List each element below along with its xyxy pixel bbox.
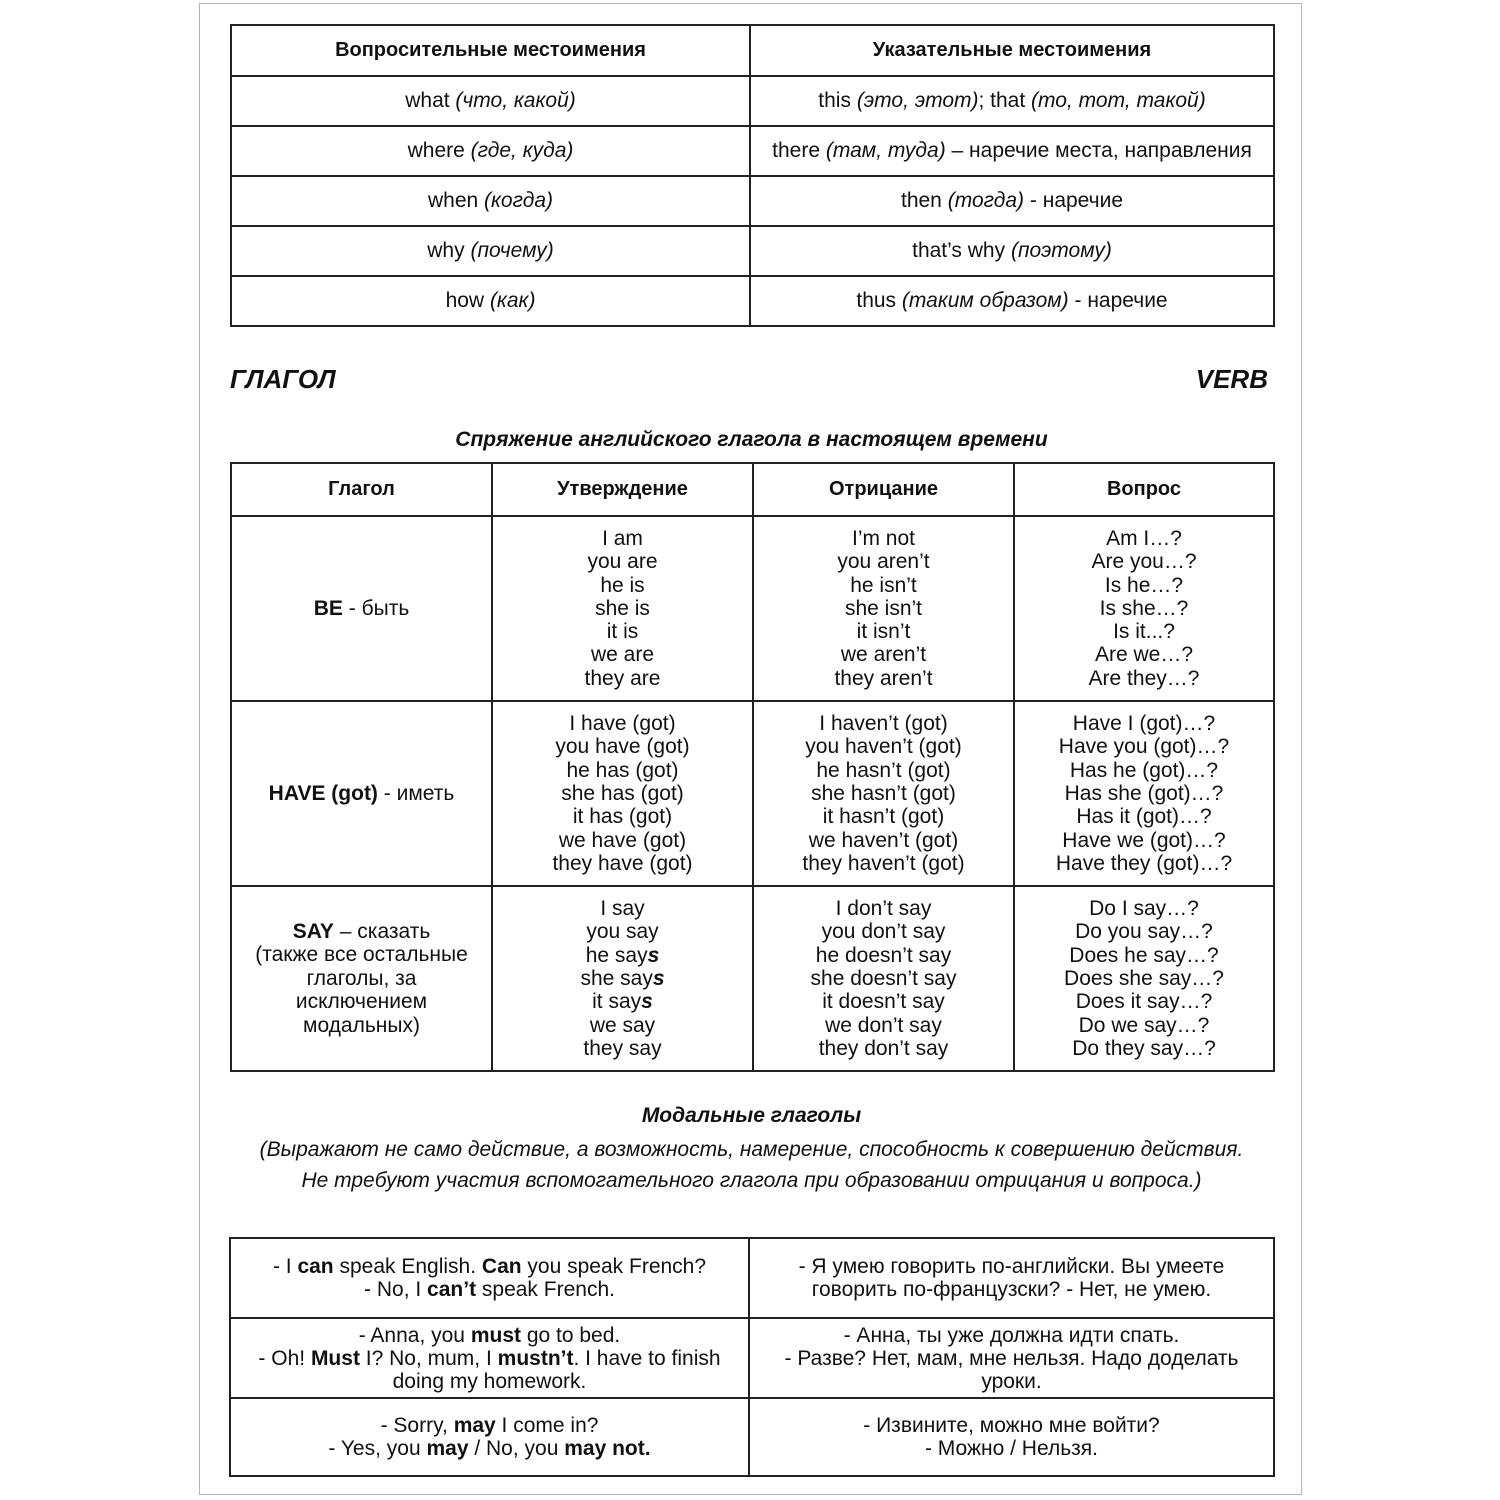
form-line: I say <box>600 897 645 921</box>
verb-cell <box>231 886 492 1071</box>
neg-forms <box>753 701 1014 886</box>
modal-title: Модальные глаголы <box>641 1104 862 1127</box>
pronoun-translation: (поэтому) <box>1010 239 1112 262</box>
example-text: doing my homework. <box>392 1369 587 1393</box>
form-line: I am <box>602 527 643 550</box>
pronoun-word: that’s why <box>912 239 1006 262</box>
form-line: it is <box>606 620 639 644</box>
ending-s: s <box>652 967 665 991</box>
verb-meaning: - быть <box>348 596 410 620</box>
pronoun-translation: (что, какой) <box>455 89 576 112</box>
modal-verb: must <box>470 1323 521 1347</box>
pronoun-word: then <box>900 189 942 212</box>
section-title-ru: ГЛАГОЛ <box>230 364 336 394</box>
pronoun-word: where <box>407 139 465 162</box>
example-text: - No, I <box>364 1278 428 1301</box>
modal-verbs-table <box>229 1237 1275 1477</box>
example-text: speak English. <box>333 1255 482 1278</box>
form-line: we aren’t <box>840 643 927 667</box>
verb-cell <box>231 701 492 886</box>
form-line: they have (got) <box>552 851 693 875</box>
form-line: Does it say…? <box>1075 990 1213 1014</box>
verb-note-line: исключением <box>295 990 428 1014</box>
example-text: - Oh! <box>258 1346 311 1370</box>
pronoun-note: - наречие <box>1029 189 1124 212</box>
form-line: they are <box>584 666 661 690</box>
translation-line: - Можно / Нельзя. <box>924 1437 1098 1460</box>
example-text: go to bed. <box>521 1323 621 1347</box>
header-verb: Глагол <box>231 463 492 516</box>
form-line: you have (got) <box>555 735 690 759</box>
pronoun-translation: (там, туда) <box>825 139 946 162</box>
form-line: Do they say…? <box>1072 1036 1216 1060</box>
form-line: you say <box>586 920 659 944</box>
form-line: I don’t say <box>835 897 932 921</box>
form-line: he hasn’t (got) <box>816 758 951 782</box>
quest-forms <box>1014 886 1274 1071</box>
form-line: Are you…? <box>1091 550 1197 574</box>
form-line: they aren’t <box>834 666 933 690</box>
form-line: I haven’t (got) <box>819 712 948 736</box>
modal-verb: may <box>426 1437 469 1460</box>
form-line: Is he…? <box>1104 573 1184 597</box>
form-line: Has she (got)…? <box>1064 781 1224 805</box>
example-text: / No, you <box>468 1437 565 1460</box>
form-line: we are <box>590 643 655 667</box>
pronoun-translation: (когда) <box>484 189 554 212</box>
form-line: she is <box>595 596 650 620</box>
pronoun-word: why <box>427 239 465 262</box>
pronoun-translation: (тогда) <box>947 189 1025 212</box>
modal-example-en <box>230 1398 749 1476</box>
verb-name: HAVE (got) <box>268 781 378 805</box>
table-row <box>231 126 1274 176</box>
modal-example-en <box>230 1318 749 1398</box>
form-line: they haven’t (got) <box>802 851 965 875</box>
example-text: speak French. <box>476 1278 615 1301</box>
form-line: Do we say…? <box>1078 1013 1210 1037</box>
demonstrative-cell <box>750 176 1274 226</box>
form-line: he says <box>585 943 660 967</box>
modal-verb: mustn’t <box>497 1346 574 1370</box>
form-line: Has he (got)…? <box>1069 758 1219 782</box>
example-line <box>239 1324 740 1347</box>
pronoun-word: what <box>405 89 450 112</box>
verb-heading <box>238 920 485 944</box>
ending-s: s <box>647 943 660 967</box>
form-line: it has (got) <box>572 805 673 829</box>
example-text: - Sorry, <box>380 1414 454 1437</box>
affirm-forms <box>492 701 753 886</box>
verb-note-line: модальных) <box>303 1013 420 1037</box>
form-line: Are they…? <box>1088 666 1200 690</box>
form-line: we say <box>589 1013 656 1037</box>
form-line: Does he say…? <box>1069 943 1219 967</box>
example-line <box>239 1370 740 1393</box>
pronoun-translation: (то, тот, такой) <box>1031 89 1206 112</box>
interrogative-cell <box>231 276 750 326</box>
example-line <box>239 1278 740 1301</box>
form-line: it hasn’t (got) <box>822 805 945 829</box>
table-row <box>231 76 1274 126</box>
example-text: - Yes, you <box>328 1437 427 1460</box>
form-line: you are <box>587 550 658 574</box>
modal-verb: Can <box>481 1255 522 1278</box>
pronoun-word: how <box>445 289 485 312</box>
form-line: you aren’t <box>837 550 930 574</box>
affirm-forms <box>492 516 753 701</box>
form-line: Have you (got)…? <box>1058 735 1230 759</box>
header-question: Вопрос <box>1014 463 1274 516</box>
demonstrative-cell <box>750 226 1274 276</box>
form-line: we have (got) <box>558 828 687 852</box>
verb-row-say <box>231 886 1274 1071</box>
example-line <box>239 1414 740 1437</box>
form-line: it isn’t <box>856 620 911 644</box>
header-negative: Отрицание <box>753 463 1014 516</box>
verb-name: SAY <box>292 919 334 943</box>
form-line: it says <box>592 990 653 1014</box>
form-line: Have we (got)…? <box>1062 828 1226 852</box>
example-text: - Anna, you <box>358 1323 471 1347</box>
form-line: they don’t say <box>818 1036 949 1060</box>
table-row <box>231 226 1274 276</box>
verb-meaning: - иметь <box>383 781 455 805</box>
form-line: he has (got) <box>566 758 679 782</box>
interrogative-cell <box>231 126 750 176</box>
verb-row-have <box>231 701 1274 886</box>
pronoun-translation: (как) <box>489 289 536 312</box>
form-line: Are we…? <box>1094 643 1194 667</box>
pronoun-translation: (где, куда) <box>470 139 574 162</box>
form-line: you haven’t (got) <box>805 735 962 759</box>
translation-line: говорить по-французски? - Нет, не умею. <box>811 1278 1212 1301</box>
neg-forms <box>753 886 1014 1071</box>
form-line: Has it (got)…? <box>1076 805 1212 829</box>
form-line: she isn’t <box>844 596 923 620</box>
pronoun-note: - наречие <box>1074 289 1168 312</box>
modal-verb: may not. <box>564 1437 651 1460</box>
modal-description-line: (Выражают не само действие, а возможность, намерение, способность к совершению действия. <box>259 1138 1244 1161</box>
form-line: Do I say…? <box>1089 897 1199 921</box>
form-line: we don’t say <box>825 1013 942 1037</box>
example-text: you speak French? <box>521 1255 707 1278</box>
form-line: it doesn’t say <box>822 990 945 1014</box>
pronoun-word: there <box>772 139 821 162</box>
neg-forms <box>753 516 1014 701</box>
modal-verb: can <box>297 1255 334 1278</box>
pronoun-word: thus <box>856 289 897 312</box>
quest-forms <box>1014 701 1274 886</box>
verb-name: BE <box>313 596 343 620</box>
ending-s: s <box>641 990 653 1014</box>
pronoun-word: when <box>427 189 479 212</box>
example-text: I come in? <box>495 1414 599 1437</box>
translation-line: - Я умею говорить по-английски. Вы умеете <box>798 1255 1225 1278</box>
form-line: she doesn’t say <box>810 967 957 991</box>
verb-note-line: глаголы, за <box>306 966 417 990</box>
form-line: Is she…? <box>1099 596 1189 620</box>
form-line: they say <box>583 1036 662 1060</box>
form-line: Am I…? <box>1106 527 1182 550</box>
form-line: Does she say…? <box>1064 967 1224 991</box>
example-line <box>239 1437 740 1460</box>
pronoun-word: this <box>818 89 851 112</box>
example-line <box>239 1347 740 1370</box>
form-line: Have I (got)…? <box>1072 712 1216 736</box>
section-title-en: VERB <box>1195 364 1268 394</box>
conjugation-table <box>230 462 1275 1072</box>
modal-verb: may <box>453 1414 496 1437</box>
form-line: he isn’t <box>850 573 917 597</box>
pronoun-translation: (почему) <box>470 239 554 262</box>
table-row <box>231 176 1274 226</box>
modal-example-ru <box>749 1238 1274 1318</box>
form-line: she says <box>580 967 665 991</box>
verb-heading <box>238 782 485 806</box>
form-line: we haven’t (got) <box>808 828 959 852</box>
form-line: Do you say…? <box>1075 920 1213 944</box>
modal-example-en <box>230 1238 749 1318</box>
pronoun-word: ; that <box>978 89 1026 112</box>
quest-forms <box>1014 516 1274 701</box>
conjugation-caption: Спряжение английского глагола в настоящем времени <box>455 428 1048 451</box>
modal-verb: Must <box>310 1346 360 1370</box>
table-row <box>231 276 1274 326</box>
form-line: I’m not <box>851 527 916 550</box>
translation-line: - Анна, ты уже должна идти спать. <box>843 1323 1180 1347</box>
form-line: Is it...? <box>1113 620 1175 644</box>
modal-row <box>230 1398 1274 1476</box>
demonstrative-cell <box>750 76 1274 126</box>
modal-example-ru <box>749 1398 1274 1476</box>
header-interrogative: Вопросительные местоимения <box>231 25 750 76</box>
example-line <box>239 1255 740 1278</box>
form-line: you don’t say <box>821 920 946 944</box>
translation-line: - Извините, можно мне войти? <box>863 1414 1160 1437</box>
affirm-forms <box>492 886 753 1071</box>
form-line: she hasn’t (got) <box>811 781 956 805</box>
translation-line: - Разве? Нет, мам, мне нельзя. Надо доделать уроки. <box>784 1346 1239 1393</box>
verb-meaning: – сказать <box>339 919 431 943</box>
form-line: I have (got) <box>569 712 676 736</box>
verb-note-line: (также все остальные <box>255 943 468 967</box>
form-line: he doesn’t say <box>815 943 952 967</box>
modal-description <box>230 1134 1273 1196</box>
modal-description-line: Не требуют участия вспомогательного глагола при образовании отрицания и вопроса.) <box>301 1169 1202 1192</box>
interrogative-cell <box>231 176 750 226</box>
example-text: . I have to finish <box>573 1346 721 1370</box>
demonstrative-cell <box>750 126 1274 176</box>
demonstrative-cell <box>750 276 1274 326</box>
modal-row <box>230 1238 1274 1318</box>
example-text: I? No, mum, I <box>359 1346 498 1370</box>
example-text: - I <box>272 1255 298 1278</box>
verb-row-be <box>231 516 1274 701</box>
pronoun-note: – наречие места, направления <box>951 139 1252 162</box>
header-affirmative: Утверждение <box>492 463 753 516</box>
header-demonstrative: Указательные местоимения <box>750 25 1274 76</box>
verb-heading <box>238 597 485 621</box>
interrogative-cell <box>231 76 750 126</box>
modal-verb: can’t <box>427 1278 477 1301</box>
pronouns-table <box>230 24 1275 327</box>
pronoun-translation: (это, этот) <box>856 89 979 112</box>
form-line: he is <box>600 573 645 597</box>
verb-cell <box>231 516 492 701</box>
form-line: Have they (got)…? <box>1055 851 1233 875</box>
modal-example-ru <box>749 1318 1274 1398</box>
modal-row <box>230 1318 1274 1398</box>
interrogative-cell <box>231 226 750 276</box>
form-line: she has (got) <box>561 781 684 805</box>
pronoun-translation: (таким образом) <box>901 289 1069 312</box>
